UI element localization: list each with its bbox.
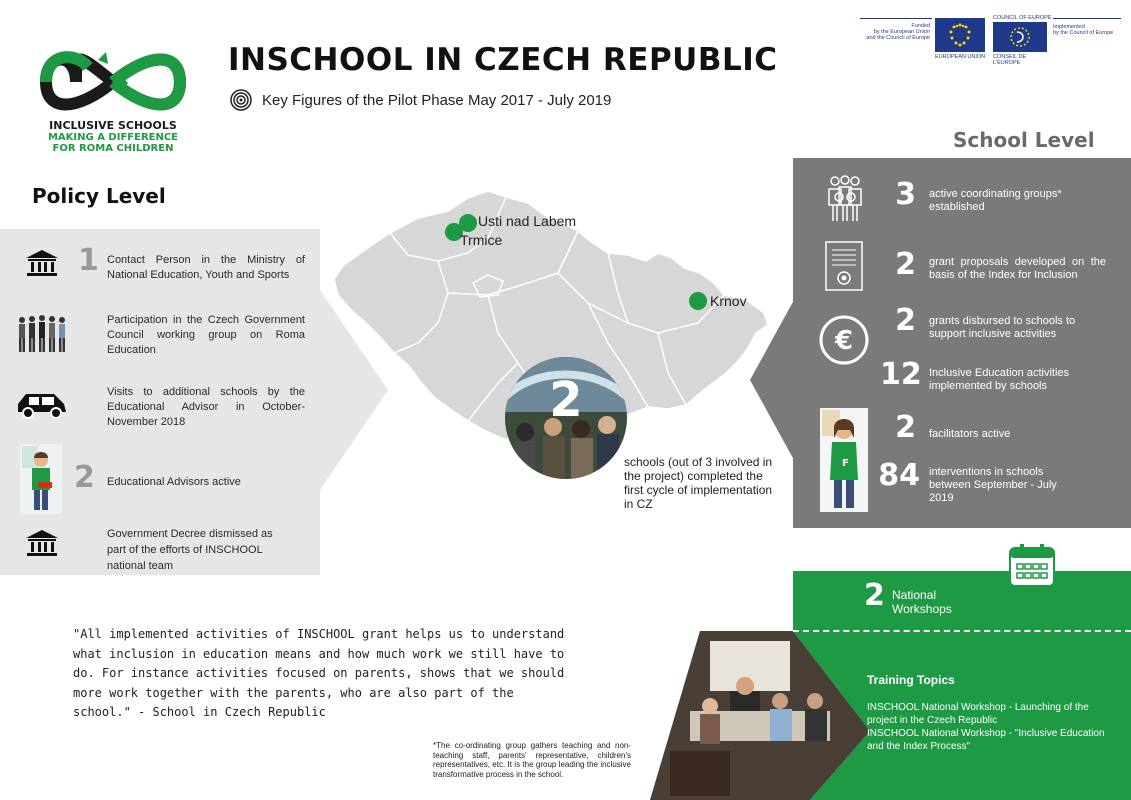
car-icon (14, 390, 70, 420)
policy-number-4: 2 (74, 460, 95, 495)
policy-text-4: Educational Advisors active (107, 476, 241, 488)
funding-logos (858, 14, 1123, 66)
implemented-text: Implemented by the Council of Europe (1053, 24, 1114, 36)
school-text-2: grant proposals developed on the basis of the Index for Inclusion (929, 256, 1106, 281)
training-topics-list (867, 701, 1117, 753)
logo-line-1: INCLUSIVE SCHOOLS (49, 119, 177, 132)
government-building-icon (24, 528, 60, 558)
ministry-building-icon (24, 248, 60, 278)
schools-completed-text: schools (out of 3 involved in the project) completed the first cycle of implementation in CZ (624, 455, 773, 511)
coe-bottom-label: CONSEIL DE L'EUROPE (993, 54, 1027, 66)
page-subtitle: Key Figures of the Pilot Phase May 2017 - July 2019 (262, 91, 612, 109)
schools-completed-number: 2 (549, 372, 583, 428)
school-quote: "All implemented activities of INSCHOOL grant helps us to understand what inclusion in education means and how much work we still have to do. For instance activities focused on parents, shows that we should more work together with the parents, who are also part of the school." - School in Czech Republic (73, 627, 565, 719)
city-label-usti: Usti nad Labem (478, 213, 577, 229)
school-number-3: 2 (895, 303, 916, 338)
eu-label: EUROPEAN UNION (935, 54, 986, 60)
policy-text-3: Visits to additional schools by the Educational Advisor in October-November 2018 (107, 386, 305, 428)
facilitator-icon (820, 408, 868, 512)
policy-level-heading: Policy Level (32, 184, 166, 208)
training-topic-2: INSCHOOL National Workshop - "Inclusive Education and the Index Process" (867, 728, 1105, 752)
policy-text-2: Participation in the Czech Government Council working group on Roma Education (107, 314, 305, 356)
divider (1053, 18, 1121, 19)
school-number-4: 12 (880, 357, 922, 392)
school-text-4: Inclusive Education activities implemented by schools (929, 367, 1070, 392)
school-level-heading: School Level (953, 128, 1095, 152)
school-number-2: 2 (895, 247, 916, 282)
policy-text-5: Government Decree dismissed as part of the efforts of INSCHOOL national team (107, 528, 273, 572)
advisor-person-icon (20, 444, 62, 514)
svg-text:F: F (842, 458, 849, 469)
inclusive-schools-logo (38, 42, 188, 157)
divider (860, 18, 932, 19)
school-text-5: facilitators active (929, 428, 1011, 440)
training-topic-1: INSCHOOL National Workshop - Launching of the project in the Czech Republic (867, 702, 1089, 726)
coordinating-group-footnote: *The co-ordinating group gathers teaching and non-teaching staff, parents' representative, children's representatives, etc. It is the group leading the inclusive transformative process in the school. (433, 741, 631, 779)
school-text-1: active coordinating groups* established (929, 188, 1062, 213)
infinity-logo-icon (38, 42, 188, 122)
policy-number-1: 1 (78, 243, 99, 278)
city-label-krnov: Krnov (710, 293, 747, 309)
eu-flag (935, 18, 985, 52)
school-text-6: interventions in schools between September - July 2019 (929, 466, 1057, 504)
page-title: INSCHOOL IN CZECH REPUBLIC (228, 42, 778, 78)
workshops-panel (793, 571, 1131, 631)
euro-icon (818, 314, 870, 366)
school-number-5: 2 (895, 410, 916, 445)
school-number-6: 84 (878, 458, 920, 493)
coe-top-label: COUNCIL OF EUROPE (993, 15, 1052, 21)
school-text-3: grants disbursed to schools to support inclusive activities (929, 315, 1076, 340)
people-group-icon (16, 312, 68, 356)
policy-text-1: Contact Person in the Ministry of National Education, Youth and Sports (107, 254, 305, 281)
city-marker-krnov (689, 292, 707, 310)
group-icon (825, 175, 865, 223)
target-icon (230, 89, 252, 111)
calendar-icon (1008, 542, 1056, 588)
school-number-1: 3 (895, 177, 916, 212)
logo-line-3: FOR ROMA CHILDREN (52, 143, 174, 154)
workshops-number: 2 (864, 578, 885, 613)
city-label-trmice: Trmice (460, 232, 503, 248)
funded-text: Funded by the European Union and the Council of Europe (866, 23, 930, 41)
subtitle-row (230, 89, 611, 111)
training-topics-title: Training Topics (867, 673, 955, 687)
logo-line-2: MAKING A DIFFERENCE (47, 132, 179, 143)
document-icon (824, 240, 864, 292)
city-marker-usti (459, 214, 477, 232)
dashed-divider (793, 630, 1131, 632)
coe-flag (993, 22, 1047, 52)
school-panel-arrow (750, 300, 794, 460)
workshops-label: National Workshops (892, 588, 952, 616)
eu-stars-icon (935, 18, 985, 52)
svg-text:€: € (834, 326, 854, 356)
coe-emblem-icon (993, 22, 1047, 52)
